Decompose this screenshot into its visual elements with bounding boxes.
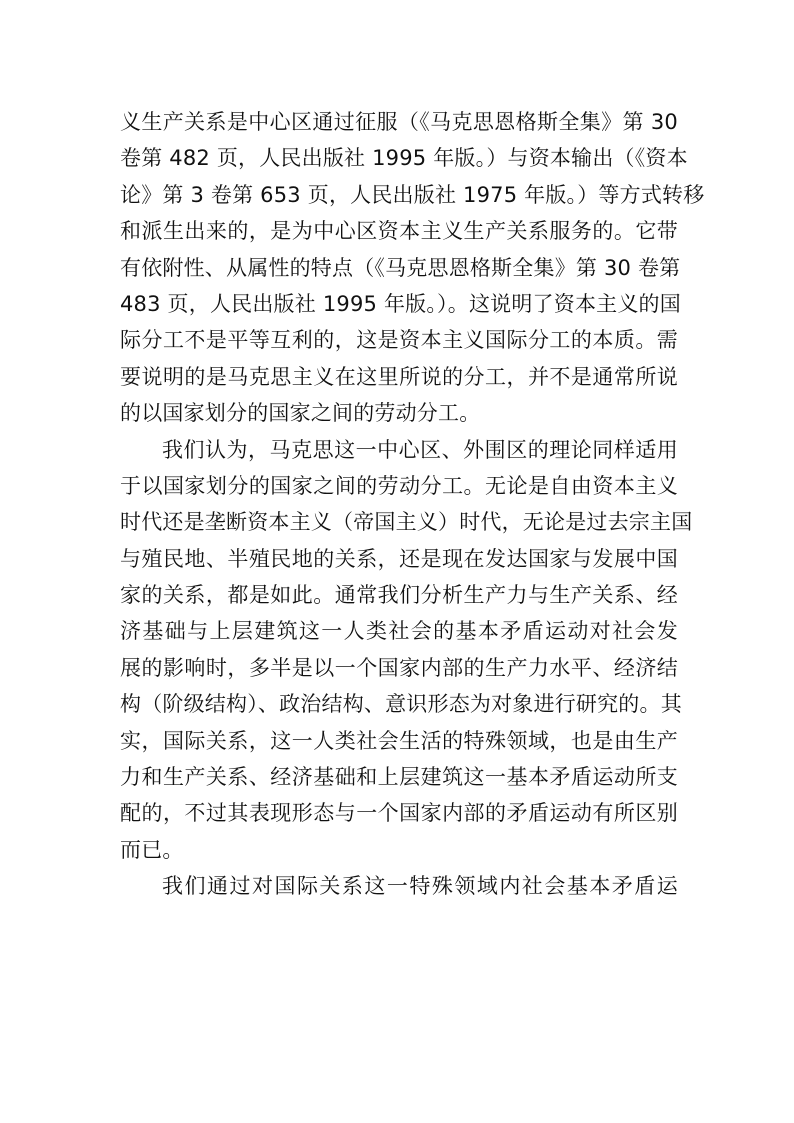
paragraph-3 xyxy=(120,868,678,904)
text-line: 而已。 xyxy=(120,837,184,862)
paragraph-1 xyxy=(120,104,705,432)
paragraph-2 xyxy=(120,432,693,869)
text-line: 我们认为，马克思这一中心区、外围区的理论同样适用 xyxy=(162,437,678,462)
text-line: 483 页，人民出版社 1995 年版。）。这说明了资本主义的国 xyxy=(120,291,681,316)
text-line: 力和生产关系、经济基础和上层建筑这一基本矛盾运动所支 xyxy=(120,765,678,790)
text-line: 际分工不是平等互利的，这是资本主义国际分工的本质。需 xyxy=(120,328,678,353)
text-line: 我们通过对国际关系这一特殊领域内社会基本矛盾运 xyxy=(162,874,678,899)
text-line: 论》第 3 卷第 653 页，人民出版社 1975 年版。）等方式转移 xyxy=(120,182,705,207)
text-line: 要说明的是马克思主义在这里所说的分工，并不是通常所说 xyxy=(120,364,678,389)
text-line: 济基础与上层建筑这一人类社会的基本矛盾运动对社会发 xyxy=(120,619,678,644)
text-line: 实，国际关系，这一人类社会生活的特殊领域，也是由生产 xyxy=(120,728,678,753)
text-line: 的以国家划分的国家之间的劳动分工。 xyxy=(120,401,481,426)
document-page xyxy=(120,104,705,905)
text-line: 卷第 482 页，人民出版社 1995 年版。）与资本输出（《资本 xyxy=(120,146,688,171)
text-line: 展的影响时，多半是以一个国家内部的生产力水平、经济结 xyxy=(120,655,678,680)
text-line: 构（阶级结构）、政治结构、意识形态为对象进行研究的。其 xyxy=(120,692,682,717)
text-line: 配的，不过其表现形态与一个国家内部的矛盾运动有所区别 xyxy=(120,801,678,826)
text-line: 和派生出来的，是为中心区资本主义生产关系服务的。它带 xyxy=(120,219,678,244)
text-line: 家的关系，都是如此。通常我们分析生产力与生产关系、经 xyxy=(120,583,678,608)
text-line: 与殖民地、半殖民地的关系，还是现在发达国家与发展中国 xyxy=(120,546,678,571)
text-line: 于以国家划分的国家之间的劳动分工。无论是自由资本主义 xyxy=(120,473,678,498)
text-line: 义生产关系是中心区通过征服（《马克思恩格斯全集》第 30 xyxy=(120,110,678,134)
text-line: 时代还是垄断资本主义（帝国主义）时代，无论是过去宗主国 xyxy=(120,510,693,535)
text-line: 有依附性、从属性的特点（《马克思恩格斯全集》第 30 卷第 xyxy=(120,255,681,280)
